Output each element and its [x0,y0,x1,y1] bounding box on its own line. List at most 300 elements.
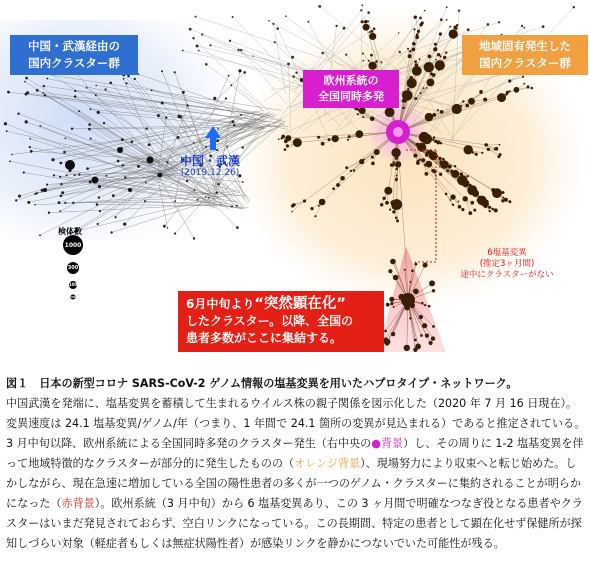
label-europe-line1: 欧州系統の [323,74,379,87]
network-node [24,81,26,83]
network-node [182,91,185,94]
network-node [393,161,395,163]
network-node [6,130,8,132]
network-node [174,71,176,73]
network-node [370,54,373,57]
network-node [468,211,472,215]
network-node [240,114,242,116]
network-node [11,154,13,156]
red-box-line1 [186,296,376,313]
label-wuhan-date: (2019.12.26) [180,168,240,178]
network-node [425,172,429,176]
network-node [321,52,324,55]
network-node [542,25,545,28]
network-node [382,197,385,200]
legend-value-100: 100 [68,282,78,287]
network-node [436,140,440,144]
network-node [446,169,449,172]
network-node [74,174,76,176]
network-node [43,188,47,192]
network-node [147,157,154,164]
mutation-note [452,248,562,281]
network-node [43,92,45,94]
network-node [205,146,207,148]
network-node [452,104,462,114]
network-node [137,165,140,168]
mutation-note-line3: 途中にクラスターがない [460,270,554,280]
network-node [291,211,293,213]
network-node [389,209,391,211]
network-node [408,54,412,58]
network-node [158,173,163,178]
network-node [198,50,200,52]
network-node [420,92,422,94]
network-node [531,87,534,90]
network-node [423,87,425,89]
network-node [26,91,29,94]
network-node [332,187,335,190]
network-node [450,199,452,201]
network-node [446,19,448,21]
network-node [440,110,444,114]
network-node [97,223,99,225]
network-node [499,153,502,156]
network-node [433,47,437,51]
network-node [369,31,371,33]
network-node [492,188,502,198]
network-node [393,275,399,281]
network-node [78,174,80,176]
network-node [438,69,440,71]
label-europe-line2: 全国同時多発 [318,90,384,103]
network-node [27,201,30,204]
legend-title: 検体数 [58,227,82,236]
network-node [124,176,126,178]
network-node [217,128,219,130]
network-node [416,33,419,36]
network-node [226,146,228,148]
network-node [363,24,370,31]
network-node [278,138,280,140]
network-node [440,160,448,168]
network-node [48,212,50,214]
network-node [461,105,463,107]
network-node [213,97,216,100]
network-node [96,203,99,206]
network-node [386,303,390,307]
network-node [367,11,370,14]
network-node [449,166,451,168]
network-node [281,137,283,139]
network-node [186,104,188,106]
network-node [122,164,124,166]
network-node [59,162,62,165]
network-node [114,216,116,218]
network-node [237,49,239,51]
network-node [218,183,220,185]
network-node [186,180,188,182]
network-node [205,63,208,66]
network-node [287,63,290,66]
network-node [86,87,88,89]
network-node [462,100,464,102]
network-node [419,315,423,319]
network-node [425,334,429,338]
network-node [318,205,320,207]
network-node [389,297,394,302]
network-node [388,269,392,273]
network-node [412,66,422,76]
network-node [174,232,176,234]
network-node [109,82,112,85]
network-node [472,151,474,153]
network-node [432,138,434,140]
network-node [161,70,163,72]
network-node [421,302,423,304]
network-node [380,203,383,206]
network-node [494,208,498,212]
network-node [502,191,505,194]
network-node [51,158,54,161]
network-node [98,196,100,198]
network-node [452,204,454,206]
network-node [421,158,425,162]
network-node [4,122,7,125]
network-node [435,60,445,70]
network-node [197,199,199,201]
network-node [373,28,376,31]
network-node [233,124,235,126]
network-node [216,139,219,142]
network-node [396,175,398,177]
network-node [425,113,433,121]
network-node [276,27,279,30]
network-node [236,226,239,229]
network-node [473,209,476,212]
network-node [488,206,491,209]
label-local-clusters [462,35,588,75]
network-node [429,280,435,286]
network-node [396,219,399,222]
network-node [63,151,66,154]
network-node [468,98,475,105]
network-node [337,185,339,187]
network-node [360,9,362,11]
network-node [471,201,475,205]
network-node [146,128,148,130]
network-node [46,184,48,186]
network-node [371,156,374,159]
network-node [411,48,415,52]
network-node [105,88,107,90]
network-node [385,342,388,345]
network-node [440,18,443,21]
network-node [232,16,234,18]
network-node [328,138,331,141]
network-node [375,66,377,68]
network-node [394,209,396,211]
network-node [65,160,75,170]
network-node [371,30,374,33]
network-node [364,20,367,23]
network-node [127,75,130,78]
network-node [195,16,197,18]
network-node [60,183,62,185]
legend-value-300: 300 [67,265,79,271]
network-node [472,190,479,197]
network-node [462,180,470,188]
figure-caption [6,374,586,554]
network-node [427,79,435,87]
network-node [209,44,211,46]
network-node [450,194,455,199]
mutation-note-line1: 6塩基変異 [487,248,527,258]
network-node [456,24,458,26]
network-node [236,205,238,207]
network-node [39,125,41,127]
network-node [395,156,398,159]
network-node [201,33,203,35]
network-node [396,168,398,170]
network-node [419,58,421,60]
network-node [95,94,97,96]
network-node [216,192,218,194]
network-node [445,193,448,196]
network-node [230,84,232,86]
network-node [432,73,436,77]
network-node [402,90,413,101]
network-node [361,4,363,6]
network-node [110,231,112,233]
network-node [435,59,437,61]
network-node [390,259,396,265]
network-node [523,83,525,85]
caption-p1: 中国武漢を発端に、塩基変異を蓄積して生まれるウイルス株の親子関係を図示化した（2020 年 7 月 16 日現在）。変異速度は 24.1 塩基変異/ゲノム/年（つまり、1 年間で 24.1 箇所の変異が見込まれる）であると推定されている。3 月中旬以降、欧州系統による全国同時多発のクラスター発生（右中央の [6,397,586,450]
network-node [144,200,146,202]
network-node [17,113,19,115]
network-node [44,94,46,96]
caption-highlight-magenta: ●背景 [371,437,404,450]
network-node [340,176,345,181]
label-european-lineage [303,70,399,108]
network-node [415,344,421,350]
network-node [393,306,395,308]
network-node [240,49,242,51]
network-node [409,317,411,319]
network-node [391,332,395,336]
network-node [413,154,417,158]
network-node [415,63,419,67]
network-node [414,16,417,19]
network-node [43,85,45,87]
network-node [252,56,253,57]
network-node [442,158,445,161]
network-node [286,144,289,147]
red-box-line3: 患者多数がここに集結する。 [186,331,343,345]
network-node [274,41,276,43]
network-node [407,88,409,90]
network-node [527,85,530,88]
network-node [449,26,451,28]
network-node [74,90,76,92]
network-node [368,21,370,23]
network-node [268,20,270,22]
network-node [385,107,395,117]
network-node [9,160,11,162]
network-node [99,210,101,212]
network-node [420,334,423,337]
network-node [370,116,375,121]
network-node [53,174,55,176]
network-node [414,339,417,342]
network-node [117,160,120,163]
network-node [414,60,417,63]
caption-p3: ）、現場努力により収束へと転じ始めた。しかしながら、現在急速に増加している全国の陽性患者の多くが一つのゲノム・クラスターに集約されることが明らかになった（ [6,457,581,510]
mutation-note-line2: (推定3ヶ月間) [479,259,535,269]
network-node [317,136,320,139]
network-node [466,175,468,177]
network-node [411,76,413,78]
network-node [293,138,302,147]
network-node [419,17,422,20]
network-node [411,269,414,272]
network-node [483,98,487,102]
network-node [508,200,511,203]
network-node [25,120,28,123]
network-node [384,187,392,195]
network-node [413,28,415,30]
network-node [112,194,115,197]
network-node [481,152,483,154]
label-wuhan: 中国・武漢 [179,154,240,168]
network-node [131,140,134,143]
network-node [148,143,151,146]
network-node [193,142,195,144]
network-node [285,135,291,141]
network-node [498,21,500,23]
network-node [417,30,420,33]
network-node [121,138,124,141]
network-node [64,202,66,204]
network-node [402,107,405,110]
caption-highlight-orange: オレンジ背景 [294,457,361,470]
network-node [228,75,230,77]
network-node [458,10,460,12]
caption-p2: ）し、その周りに 1-2 塩基変異を伴って地域特徴的なクラスターが部分的に発生したものの（ [6,437,584,470]
network-node [165,117,167,119]
network-node [419,159,421,161]
network-node [434,43,437,46]
network-node [489,210,491,212]
network-node [105,175,107,177]
network-node [523,27,525,29]
network-node [458,205,462,209]
network-node [371,162,375,166]
network-node [465,104,469,108]
network-node [347,139,349,141]
network-node [514,87,520,93]
network-node [36,89,39,92]
network-node [89,180,92,183]
network-node [494,148,496,150]
network-node [225,97,227,99]
network-node [7,91,10,94]
label-china-line1: 中国・武漢経由の [28,39,120,53]
network-node [390,200,395,205]
network-node [151,89,153,91]
network-node [440,55,442,57]
caption-body [6,394,586,554]
network-node [97,111,100,114]
network-node [393,149,397,153]
network-node [484,143,488,147]
network-node [432,325,435,328]
network-node [506,91,509,94]
network-node [428,305,431,308]
network-node [381,61,383,63]
network-node [15,199,17,201]
network-node [502,197,504,199]
network-node [355,130,363,138]
network-node [78,110,80,112]
network-node [59,210,61,212]
network-node [409,50,411,52]
network-node [419,23,422,26]
network-node [445,51,447,53]
network-node [208,197,210,199]
network-node [189,28,192,31]
network-node [242,146,244,148]
network-node [396,165,398,167]
legend-value-30: 30 [70,295,76,299]
network-node [177,115,180,118]
network-node [422,323,427,328]
network-node [58,201,61,204]
network-node [363,60,365,62]
network-node [522,76,524,78]
label-local-line2: 国内クラスター群 [479,56,571,70]
network-node [449,29,458,38]
network-node [177,136,180,139]
network-node [125,82,127,84]
network-node [272,23,274,25]
network-node [345,54,347,56]
label-china-clusters [10,35,138,75]
network-node [497,93,506,102]
network-node [395,178,398,181]
network-node [88,123,91,126]
network-node [182,50,184,52]
network-node [23,171,25,173]
network-node [573,6,575,8]
network-node [410,281,412,283]
network-node [439,173,442,176]
network-node [29,138,31,140]
network-node [439,166,441,168]
network-node [463,196,468,201]
network-node [243,71,246,74]
network-node [422,134,432,144]
network-node [231,205,233,207]
network-node [501,199,504,202]
network-node [242,181,244,183]
network-node [103,122,105,124]
network-node [123,223,126,226]
network-node [71,128,73,130]
network-node [384,337,388,341]
network-node [433,136,435,138]
caption-title: 図１ 日本の新型コロナ SARS-CoV-2 ゲノム情報の塩基変異を用いたハプロタイプ・ネットワーク。 [6,377,518,390]
